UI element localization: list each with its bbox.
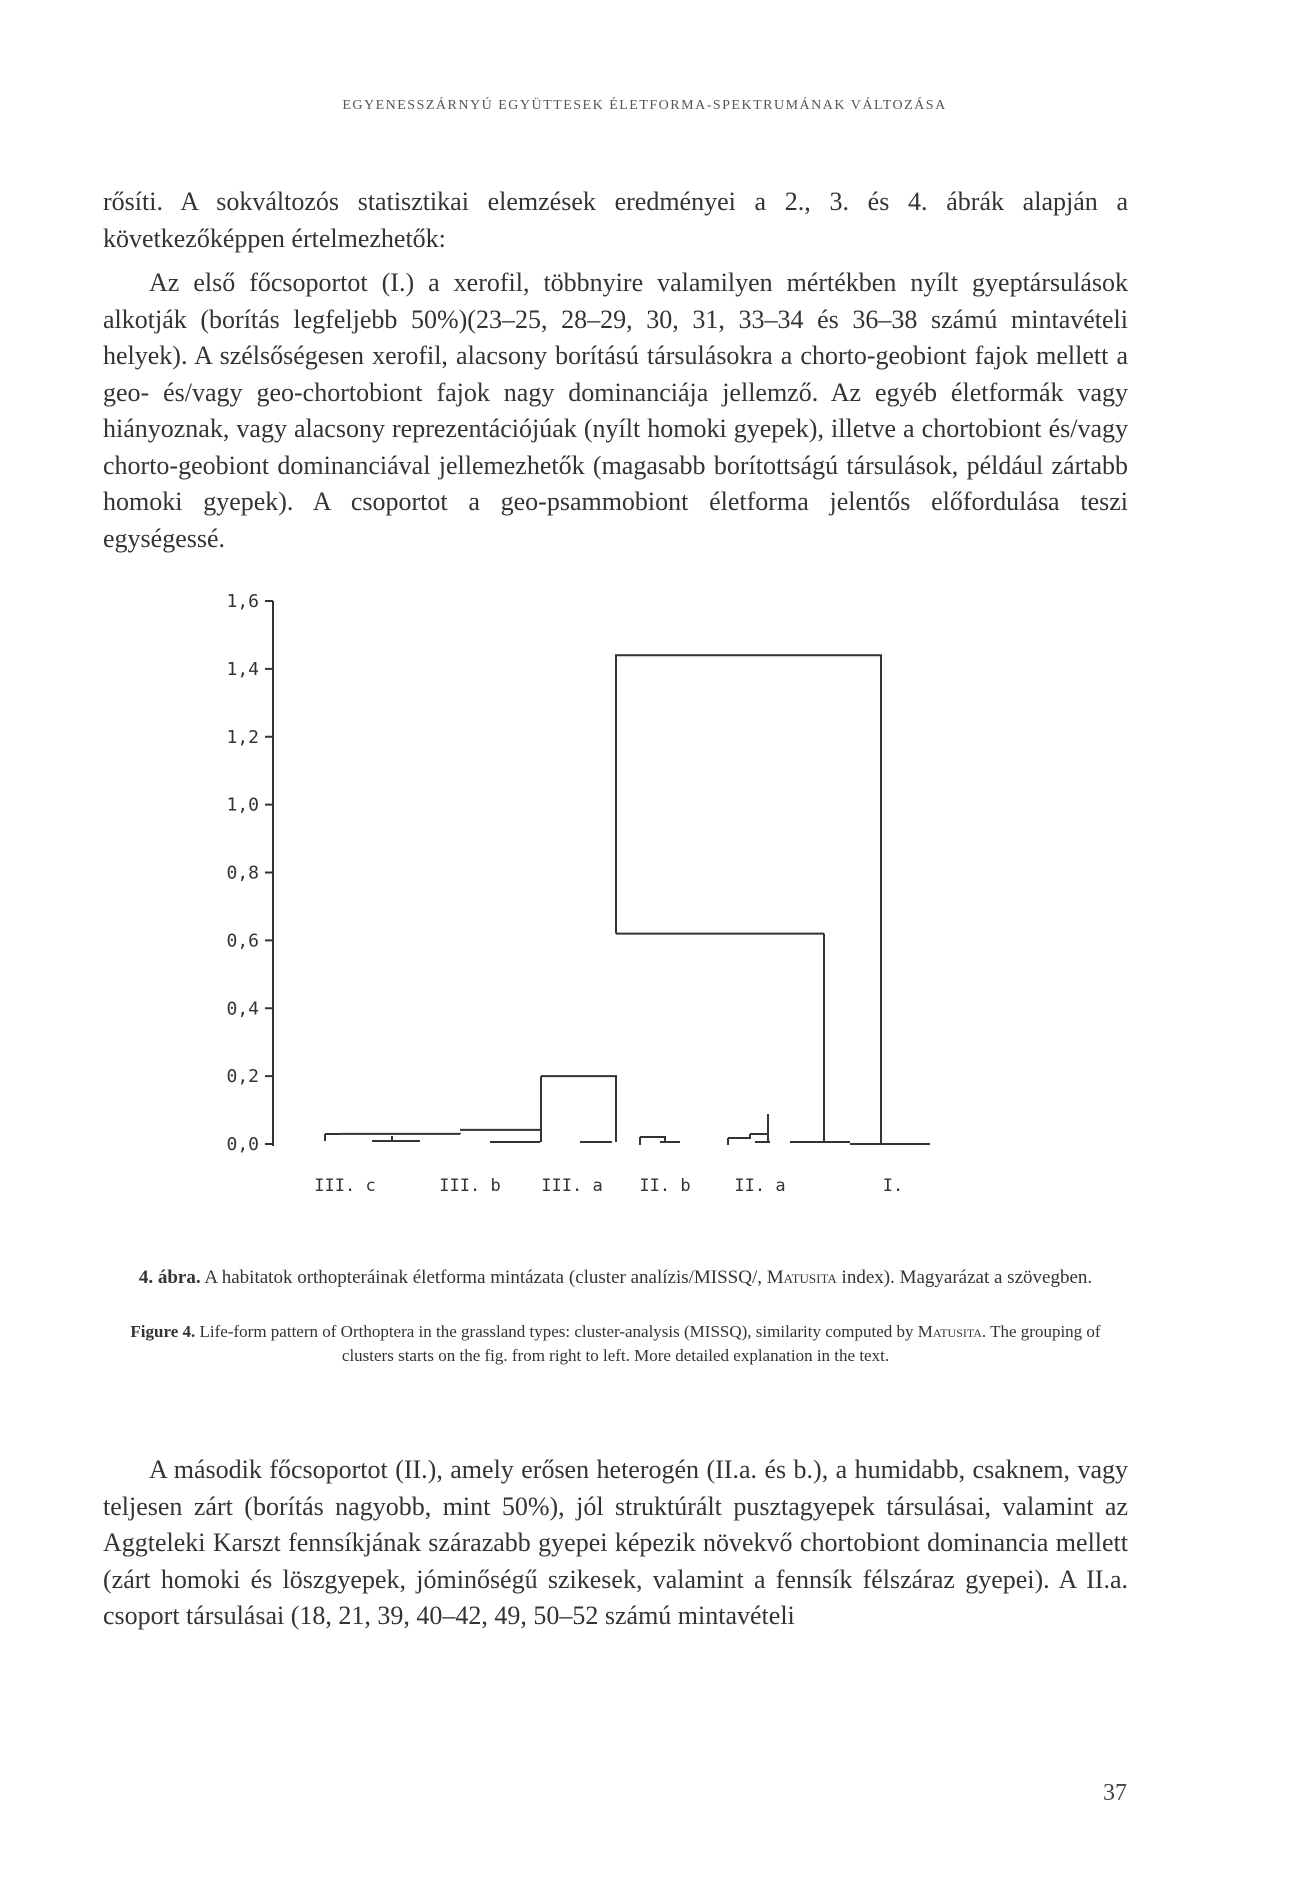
dendrogram-lines: [325, 655, 930, 1145]
dendrogram-branch: [728, 1134, 750, 1145]
dendrogram-branch: [490, 1132, 541, 1142]
y-tick-label: 1,4: [226, 658, 259, 680]
caption-en-label: Figure 4.: [130, 1322, 196, 1341]
caption-hu-text-after: index). Magyarázat a szövegben.: [841, 1267, 1093, 1288]
caption-en-author: Matusita: [917, 1322, 982, 1341]
caption-hu-author: Matusita: [766, 1267, 837, 1288]
group-label: III. c: [314, 1176, 376, 1196]
figure-caption-hu: [103, 1265, 1128, 1291]
group-label: II. b: [639, 1176, 691, 1196]
dendrogram-branch: [372, 1136, 420, 1141]
running-head: EGYENESSZÁRNYÚ EGYÜTTESEK ÉLETFORMA-SPEKTRUMÁNAK VÁLTOZÁSA: [342, 98, 947, 113]
caption-en-text-after: . The grouping of clusters starts on the fig. from right to left. More detailed explanation in the text.: [341, 1322, 1101, 1365]
y-axis: [226, 591, 273, 1155]
y-tick-label: 0,2: [226, 1066, 259, 1088]
group-labels: [314, 1176, 903, 1196]
paragraph-2: Az első főcsoportot (I.) a xerofil, többnyire valamilyen mértékben nyílt gyeptársulások alkotják (borítás legfeljebb 50%)(23–25, 28–29, 30, 31, 33–34 és 36–38 számú mintavételi helyek). A szélsőségesen xerofil, alacsony borítású társulásokra a chorto-geobiont fajok mellett a geo- és/vagy geo-chortobiont fajok nagy dominanciája jellemző. Az egyéb életformák vagy hiányoznak, vagy alacsony reprezentációjúak (nyílt homoki gyepek), illetve a chortobiont és/vagy chorto-geobiont dominanciával jellemezhetők (magasabb borítottságú társulások, például zártabb homoki gyepek). A csoportot a geo-psammobiont életforma jelentős előfordulása teszi egységessé.: [103, 268, 1128, 553]
caption-hu-text-before: A habitatok orthopteráinak életforma mintázata (cluster analízis/MISSQ/,: [204, 1267, 763, 1288]
dendrogram-branch: [541, 1076, 616, 1142]
y-tick-label: 0,4: [226, 998, 259, 1020]
group-label: II. a: [734, 1176, 786, 1196]
paragraph-1: rősíti. A sokváltozós statisztikai elemzések eredményei a 2., 3. és 4. ábrák alapján a következőképpen értelmezhetők:: [103, 187, 1128, 253]
caption-hu-label: 4. ábra.: [138, 1267, 201, 1288]
page-number: 37: [1103, 1780, 1127, 1806]
dendrogram-branch: [850, 1142, 930, 1144]
group-label: III. a: [541, 1176, 603, 1196]
dendrogram-branch: [750, 1134, 770, 1142]
group-label: III. b: [439, 1176, 501, 1196]
dendrogram-branch: [325, 1134, 340, 1141]
y-tick-label: 0,0: [226, 1134, 259, 1155]
y-tick-label: 1,0: [226, 794, 259, 816]
dendrogram-branch: [616, 655, 881, 1142]
y-tick-label: 1,6: [226, 591, 259, 612]
caption-en-text-before: Life-form pattern of Orthoptera in the grassland types: cluster-analysis (MISSQ), similarity computed by: [199, 1322, 914, 1341]
y-tick-label: 0,8: [226, 862, 259, 884]
figure-caption-en: [103, 1320, 1128, 1368]
group-label: I.: [882, 1176, 904, 1196]
y-tick-label: 1,2: [226, 726, 259, 748]
paragraph-3: A második főcsoportot (II.), amely erősen heterogén (II.a. és b.), a humidabb, csaknem, vagy teljesen zárt (borítás nagyobb, mint 50%), jól struktúrált pusztagyepek társulásai, valamint az Aggteleki Karszt fennsíkjának szárazabb gyepei képezik növekvő chortobiont dominancia mellett (zárt homoki és löszgyepek, jóminőségű szikesek, valamint a fennsík félszáraz gyepei). A II.a. csoport társulásai (18, 21, 39, 40–42, 49, 50–52 számú mintavételi: [103, 1455, 1128, 1630]
y-tick-label: 0,6: [226, 930, 259, 952]
